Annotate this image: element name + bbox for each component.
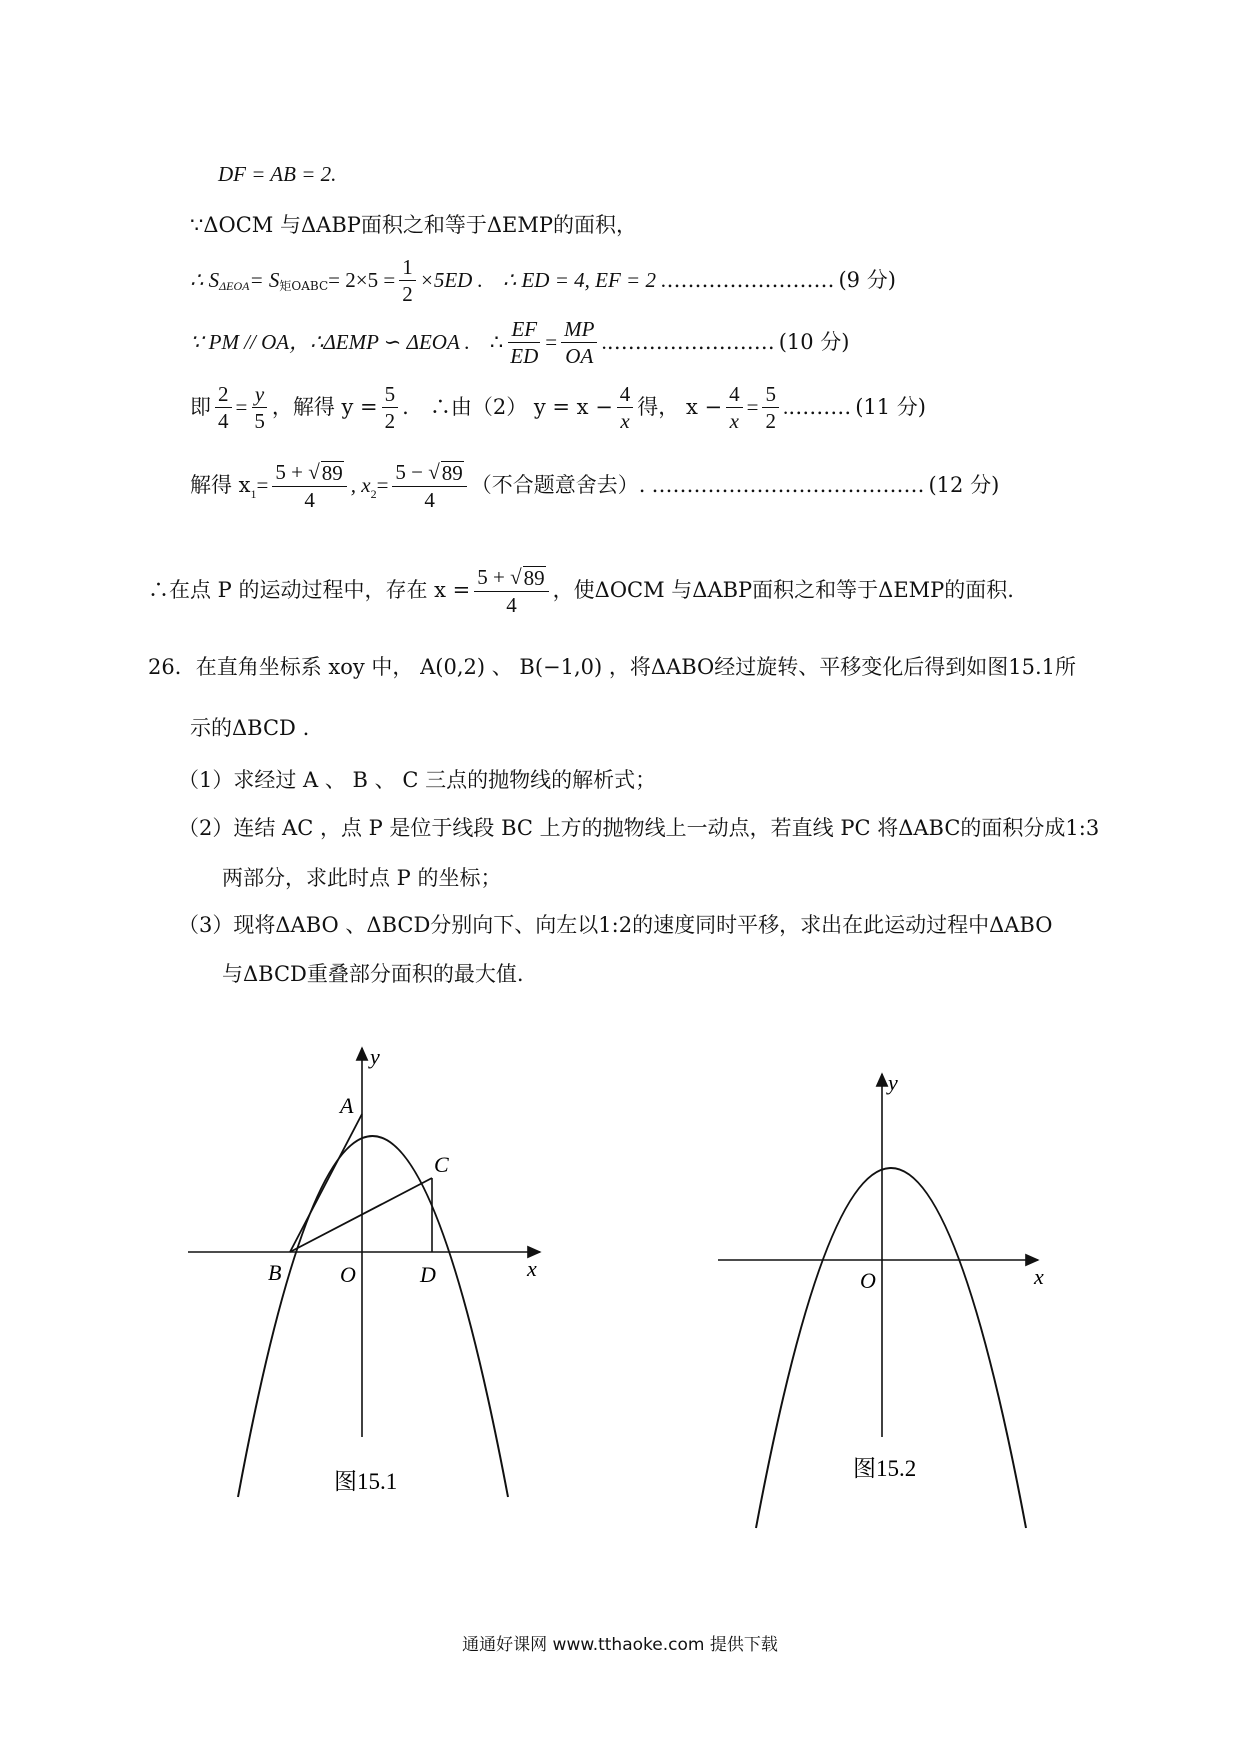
subscript-2: 2: [370, 486, 377, 501]
fraction-den: x: [729, 409, 739, 434]
solution-line-4: ∵ PM // OA，∴ΔEMP ∽ ΔEOA . ∴ $\frac{EF}{ED}$ = $\frac{MP}{OA}$ . …………………… (10 分): [190, 317, 850, 369]
period: .: [782, 394, 789, 419]
fraction-den: 2: [402, 282, 413, 307]
solution-line-5: 即 $\frac{2}{4}$ = $\frac{y}{5}$ ，解得 y = $\frac{5}{2}$ . ∴由（2） y = x − $\frac{4}{x}$ 得， x − $\frac{4}{x}$ = $\frac{5}{2}$ . ……… (11 分): [190, 382, 926, 434]
leader-dots: ……………………: [606, 329, 775, 354]
similar-triangles: ∵ PM // OA，∴ΔEMP ∽ ΔEOA .: [190, 329, 470, 354]
comma-x: , x: [350, 473, 371, 498]
radicand: 89: [523, 566, 545, 590]
page-footer: 通通好课网 www.tthaoke.com 提供下载: [462, 1635, 778, 1655]
num-prefix: 5 +: [275, 460, 303, 484]
equals: =: [746, 394, 759, 419]
conclusion-tail: ，使ΔOCM 与ΔABP面积之和等于ΔEMP的面积.: [552, 578, 1014, 603]
fraction-den: 4: [304, 488, 315, 513]
label-d: D: [420, 1262, 436, 1287]
rejected-note: （不合题意舍去）.: [470, 473, 646, 498]
figure-1-caption: 图15.1: [334, 1469, 398, 1494]
fraction-den: 2: [765, 409, 776, 434]
sqrt-89: √ 89: [510, 565, 545, 590]
num-prefix: 5 +: [477, 565, 505, 589]
sqrt-89: √ 89: [428, 460, 463, 485]
from-part-2: . ∴由（2） y = x −: [402, 394, 613, 419]
fraction-num: 5: [762, 383, 779, 408]
question-3a-text: （3）现将ΔABO 、ΔBCD分别向下、向左以1:2的速度同时平移，求出在此运动过程中ΔABO: [178, 913, 1053, 937]
label-x: x: [527, 1256, 537, 1281]
equals: =: [376, 473, 389, 498]
question-2a-text: （2）连结 AC ，点 P 是位于线段 BC 上方的抛物线上一动点，若直线 PC 将ΔABC的面积分成1:3: [178, 816, 1100, 840]
label-y: y: [888, 1070, 898, 1095]
fraction-num: 4: [726, 383, 743, 408]
score-11: (11 分): [855, 394, 926, 419]
leader-dots: ……………………: [666, 267, 835, 292]
conclusion-lead: ∴在点 P 的运动过程中，存在 x =: [148, 578, 471, 603]
label-o: O: [860, 1268, 876, 1293]
leader-dots: ………: [788, 394, 852, 419]
fraction-num: 4: [617, 383, 634, 408]
radicand: 89: [321, 461, 343, 485]
fraction-num: y: [252, 383, 267, 408]
label-b: B: [268, 1260, 282, 1285]
num-prefix: 5 −: [395, 460, 424, 484]
fraction-den: x: [620, 409, 630, 434]
equals: =: [256, 473, 269, 498]
fraction-num: 5: [382, 383, 399, 408]
fraction-den: 4: [424, 488, 435, 513]
solve-y: ，解得 y =: [271, 394, 378, 419]
fraction-den: 5: [254, 409, 265, 434]
label-c: C: [434, 1152, 449, 1177]
fraction-den: ED: [510, 344, 539, 369]
fraction-den: 4: [218, 409, 229, 434]
question-2b-text: 两部分，求此时点 P 的坐标；: [222, 866, 502, 890]
sqrt-89: √ 89: [308, 460, 343, 485]
question-3b-text: 与ΔBCD重叠部分面积的最大值.: [222, 962, 524, 986]
stem-text-1: 26．在直角坐标系 xoy 中， A(0,2) 、 B(−1,0) ，将ΔABO经过旋转、平移变化后得到如图15.1所: [148, 655, 1077, 679]
area-subscript-rect: 矩OABC: [279, 279, 329, 294]
solve-x: 解得 x: [190, 473, 251, 498]
label-a: A: [340, 1093, 354, 1118]
therefore-symbol: ∴: [489, 329, 504, 354]
stem-text-2: 示的ΔBCD .: [190, 716, 310, 740]
area-tail: ×5ED .: [419, 267, 483, 292]
leader-dots: …………………………………: [651, 473, 925, 498]
figure-2-caption: 图15.2: [853, 1456, 917, 1481]
subscript-1: 1: [250, 486, 257, 501]
fraction-num: 2: [215, 383, 232, 408]
fraction-den: 2: [384, 409, 396, 434]
label-y: y: [370, 1044, 380, 1069]
question-1-text: （1）求经过 A 、 B 、 C 三点的抛物线的解析式；: [178, 768, 657, 792]
fraction-den: OA: [565, 344, 594, 369]
area-subscript-eoa: ΔEOA: [219, 279, 250, 294]
fraction-num: EF: [508, 318, 540, 343]
df-equals-ab: DF = AB = 2.: [218, 162, 337, 186]
label-x: x: [1034, 1264, 1044, 1289]
area-s-lead: ∴ S: [190, 267, 220, 292]
label-o: O: [340, 1262, 356, 1287]
fraction-num: MP: [561, 318, 597, 343]
get-equation: 得， x −: [637, 394, 723, 419]
radicand: 89: [441, 461, 463, 485]
score-12: (12 分): [928, 473, 1000, 498]
fraction-den: 4: [506, 593, 517, 618]
because-statement: ∵ΔOCM 与ΔABP面积之和等于ΔEMP的面积，: [190, 213, 638, 237]
namely: 即: [190, 394, 211, 419]
area-eq-s: = S: [249, 267, 280, 292]
area-product: = 2×5 =: [328, 267, 396, 292]
fraction-num: 1: [399, 256, 416, 281]
score-10: (10 分): [778, 329, 850, 354]
ed-ef-result: ∴ ED = 4, EF = 2 .: [502, 267, 667, 292]
score-9: (9 分): [838, 267, 896, 292]
period: .: [601, 329, 607, 354]
